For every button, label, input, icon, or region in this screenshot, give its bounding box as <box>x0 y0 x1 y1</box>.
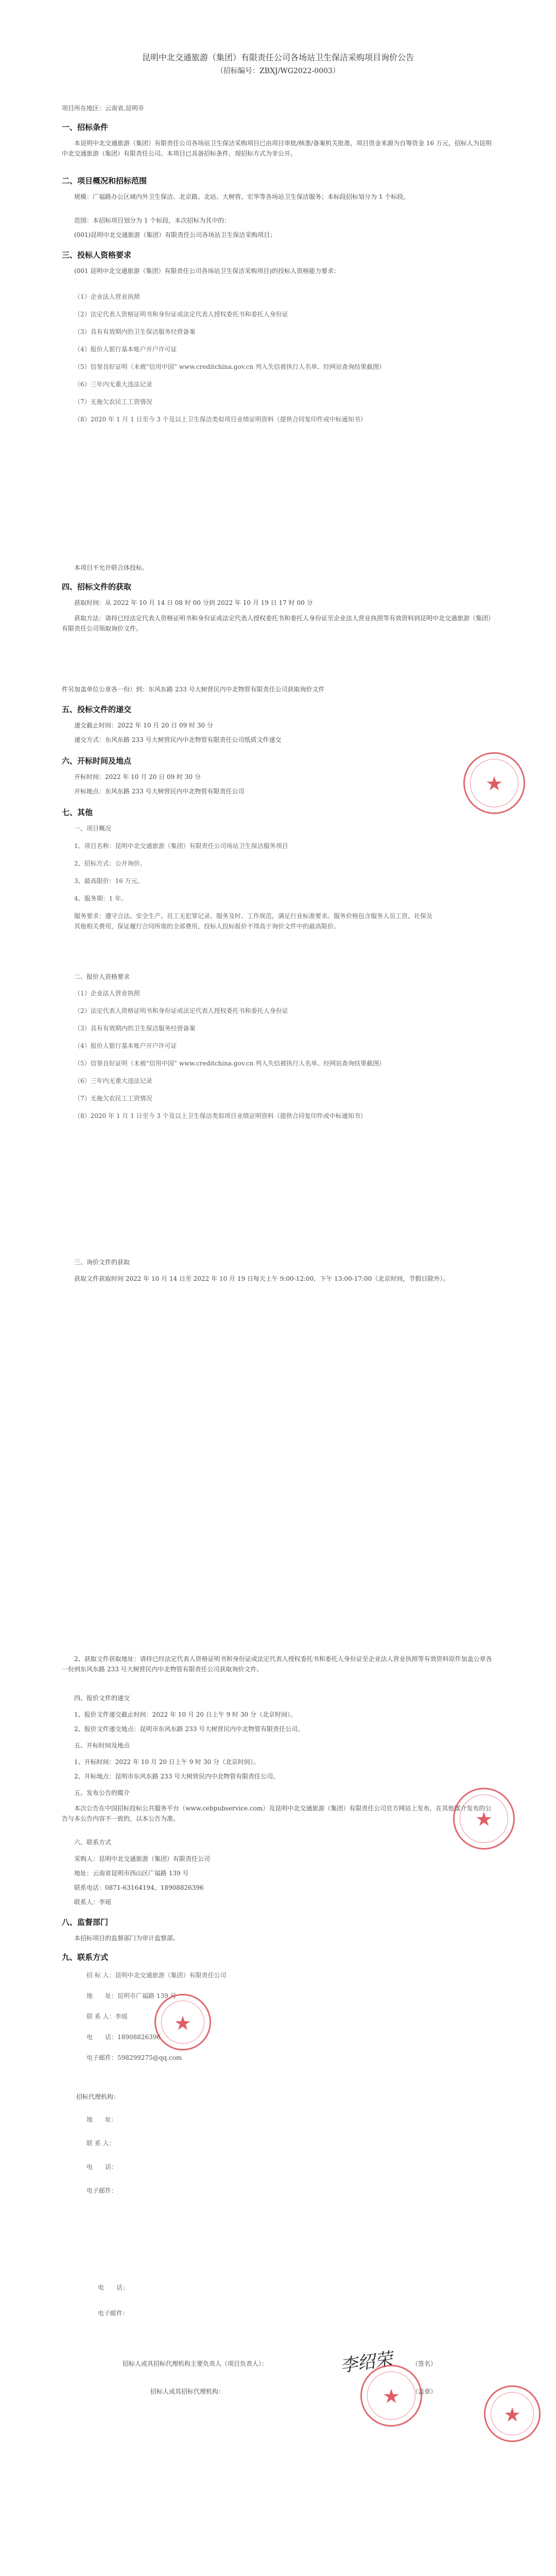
tender-number: （招标编号：ZBXJ/WG2022-0003） <box>216 67 340 75</box>
section-paragraph: 递交方式：东风东路 233 号大树营民内中北物管有限责任公司纸质文件递交 <box>74 736 282 743</box>
list-item: （1）企业法人营业执照 <box>74 293 140 300</box>
seal-star-icon: ★ <box>485 772 503 795</box>
section-paragraph: (001)昆明中北交通旅游（集团）有限责任公司各场站卫生保洁采购项目； <box>74 231 276 239</box>
signature-suffix: （签名） <box>412 2360 437 2367</box>
list-item: （3）具有有效期内的卫生保洁服务经营备案 <box>74 1025 196 1032</box>
official-seal <box>463 752 525 814</box>
section-paragraph: 本次公告在中国招标投标公共服务平台（www.cebpubservice.com）及昆明中北交通旅游（集团）有限责任公司官方网站上发布，在其他媒介发布的公告与本公告内容不一致的，以本公告为准。 <box>62 1805 492 1822</box>
section-paragraph: 2、报价文件递交地点：昆明市东风东路 233 号大树营民内中北物管有限责任公司。 <box>74 1725 304 1733</box>
section-paragraph: 三、询价文件的获取 <box>74 1259 130 1266</box>
section-paragraph: 2、获取文件获取地址：请持已经法定代表人资格证明书和身份证或法定代表人授权委托书和委托人身份证至企业法人营业执照等有效资料原件加盖公章各一份到东风东路 233 号大树营民内中北物管有限责任公司获取询价文件。 <box>62 1655 492 1673</box>
list-item: 招 标 人：昆明中北交通旅游（集团）有限责任公司 <box>86 1972 227 1979</box>
section-heading: 二、项目概况和招标范围 <box>62 176 147 185</box>
list-item: 电子邮件： <box>98 2310 129 2317</box>
section-paragraph: 范围：本招标项目划分为 1 个标段，本次招标为其中的： <box>74 217 231 224</box>
list-item: 地 址：昆明市广福路 139 号 <box>86 1992 177 1999</box>
section-paragraph: 六、联系方式 <box>74 1839 112 1846</box>
list-item: 1、项目名称：昆明中北交通旅游（集团）有限责任公司场站卫生保洁服务项目 <box>74 842 288 850</box>
qualification-list <box>74 988 494 1128</box>
seal-suffix: （盖章） <box>412 2388 437 2395</box>
section-paragraph: 本招标项目的监督部门为审计监察部。 <box>74 1935 180 1942</box>
section-heading: 七、其他 <box>62 808 93 817</box>
list-item: 电子邮件：598299275@qq.com <box>86 2054 182 2061</box>
document-page-1 <box>0 0 556 670</box>
section-paragraph: 联系电话：0871-63164194、18908826396 <box>74 1884 204 1891</box>
section-paragraph: 开标地点：东风东路 233 号大树营民内中北物管有限责任公司 <box>74 788 245 795</box>
section-paragraph: 采购人：昆明中北交通旅游（集团）有限责任公司 <box>74 1855 211 1862</box>
list-item: 2、招标方式：公开询价。 <box>74 860 146 867</box>
list-item: 联 系 人： <box>86 2140 115 2147</box>
section-paragraph: 获取文件获取时间 2022 年 10 月 14 日至 2022 年 10 月 19 日每天上午 9:00-12:00，下午 13:00-17:00（北京时间，节假日除外）。 <box>74 1275 449 1282</box>
section-heading: 五、投标文件的递交 <box>62 705 132 714</box>
list-item: 电 话：18908826396 <box>86 2033 161 2041</box>
section-paragraph: 本项目不允许联合体投标。 <box>74 564 149 571</box>
section-paragraph: 获取方法：请持已经法定代表人资格证明书和身份证或法定代表人授权委托书和委托人身份证至企业法人营业执照等有效资料到昆明中北交通旅游（集团）有限责任公司领取询价文件。 <box>62 615 495 632</box>
section-paragraph: 五、发布公告的媒介 <box>74 1789 130 1797</box>
agent-label: 招标代理机构： <box>76 2093 120 2100</box>
section-paragraph: 件另加盖单位公章各一份）到：东风东路 233 号大树营民内中北物管有限责任公司获取询价文件 <box>62 686 325 693</box>
section-heading: 八、监督部门 <box>62 1918 109 1927</box>
notice-title: 昆明中北交通旅游（集团）有限责任公司各场站卫生保洁采购项目询价公告 <box>142 53 414 62</box>
list-item: （2）法定代表人资格证明书和身份证或法定代表人授权委托书和委托人身份证 <box>74 311 288 318</box>
section-heading: 九、联系方式 <box>62 1953 109 1962</box>
agent-field-list <box>86 2114 117 2209</box>
list-item: 电子邮件： <box>86 2187 118 2194</box>
section-paragraph: (001 昆明中北交通旅游（集团）有限责任公司各场站卫生保洁采购项目)的投标人资格能力要求： <box>74 267 340 275</box>
list-item: （7）无拖欠农民工工资情况 <box>74 1095 152 1102</box>
section-paragraph: 1、开标时间：2022 年 10 月 20 日上午 9 时 30 分（北京时间）。 <box>74 1758 259 1766</box>
list-item: 3、最高限价：16 万元。 <box>74 877 144 885</box>
list-item: （1）企业法人营业执照 <box>74 990 140 997</box>
section-paragraph: 开标时间：2022 年 10 月 20 日 09 时 30 分 <box>74 773 201 781</box>
list-item: 联 系 人：李瑶 <box>86 2013 128 2020</box>
project-location: 项目所在地区：云南省,昆明市 <box>62 105 144 112</box>
list-item: （6）三年内无重大违法记录 <box>74 381 152 388</box>
list-item: 服务要求：遵守合法、安全生产、员工无犯罪记录、服务及时、工作规范，满足行业标准要求。服务价格包含服务人员工资、社保及其他相关费用，保证履行合同所需的全部费用，投标人投标报价不得高于询价文件中的最高限价。 <box>74 912 433 930</box>
section-paragraph: 地址：云南省昆明市西山区广福路 139 号 <box>74 1870 189 1877</box>
section-paragraph: 本昆明中北交通旅游（集团）有限责任公司各场站卫生保洁采购项目已由项目审批/核准/备案机关批准，项目资金来源为自筹资金 16 万元，招标人为昆明中北交通旅游（集团）有限责任公司。本项目已具备招标条件，现招标方式为非公开。 <box>62 140 492 157</box>
official-seal <box>484 2385 541 2442</box>
list-item: （5）信誉良好证明（未被“信用中国” www.creditchina.gov.cn 列入失信被执行人名单、经网站查询结果截图） <box>74 363 386 370</box>
list-item: （6）三年内无重大违法记录 <box>74 1077 152 1084</box>
tail-field-list <box>98 2282 129 2326</box>
official-seal <box>360 2365 422 2427</box>
signature-line: 招标人或其招标代理机构主要负责人（项目负责人）： <box>123 2360 268 2367</box>
seal-star-icon: ★ <box>503 2403 522 2426</box>
list-item: （3）具有有效期内的卫生保洁服务经营备案 <box>74 328 196 335</box>
section-heading: 六、开标时间及地点 <box>62 756 132 766</box>
section-paragraph: 2、开标地点：昆明市东风东路 233 号大树营民内中北物管有限责任公司。 <box>74 1773 280 1780</box>
section-paragraph: 五、开标时间及地点 <box>74 1742 130 1749</box>
document-page-3 <box>0 1546 556 2576</box>
seal-star-icon: ★ <box>475 1808 493 1831</box>
list-item: （7）无拖欠农民工工资情况 <box>74 398 152 405</box>
list-item: （4）报价人银行基本账户开户许可证 <box>74 346 177 353</box>
seal-line: 招标人或其招标代理机构： <box>150 2388 225 2395</box>
section-heading: 四、招标文件的获取 <box>62 582 132 591</box>
section-heading: 一、招标条件 <box>62 123 109 132</box>
list-item: 地 址： <box>86 2116 118 2123</box>
handwritten-signature: 李绍荣 <box>339 2349 394 2377</box>
section-paragraph: 获取时间：从 2022 年 10 月 14 日 08 时 00 分到 2022 年 10 月 19 日 17 时 00 分 <box>74 599 313 606</box>
section-paragraph: 1、报价文件递交截止时间：2022 年 10 月 20 日上午 9 时 30 分（北京时间）。 <box>74 1711 297 1718</box>
section-heading: 三、投标人资格要求 <box>62 250 132 260</box>
list-item: （4）报价人银行基本账户开户许可证 <box>74 1042 177 1049</box>
list-item: 一、项目概况 <box>74 825 112 832</box>
section-paragraph: 联系人：李瑶 <box>74 1899 112 1906</box>
list-item: 4、服务期：1 年。 <box>74 895 128 902</box>
official-seal <box>154 1994 211 2050</box>
section-paragraph: 规模：广福路办公区域内外卫生保洁、北京路、北站、大树营、宏华等各场站卫生保洁服务；本标段招标划分为 1 个标段。 <box>74 193 410 200</box>
list-item: （8）2020 年 1 月 1 日至今 3 个及以上卫生保洁类似项目业绩证明资料（提供合同复印件或中标通知书） <box>74 1112 367 1120</box>
section-paragraph: 二、报价人资格要求 <box>74 973 130 980</box>
document-page-2 <box>0 670 556 1546</box>
list-item: （5）信誉良好证明（未被“信用中国” www.creditchina.gov.cn 列入失信被执行人名单、经网站查询结果截图） <box>74 1060 386 1067</box>
list-item: 电 话： <box>86 2163 118 2171</box>
list-item: （2）法定代表人资格证明书和身份证或法定代表人授权委托书和委托人身份证 <box>74 1007 288 1014</box>
list-item: 电 话： <box>98 2284 129 2291</box>
seal-star-icon: ★ <box>173 2012 192 2035</box>
section-paragraph: 四、报价文件的递交 <box>74 1694 130 1702</box>
section-paragraph: 递交截止时间：2022 年 10 月 20 日 09 时 30 分 <box>74 722 213 729</box>
seal-star-icon: ★ <box>382 2385 401 2408</box>
project-overview-list <box>74 823 435 939</box>
qualification-list <box>74 292 494 432</box>
official-seal <box>453 1788 515 1850</box>
list-item: （8）2020 年 1 月 1 日至今 3 个及以上卫生保洁类似项目业绩证明资料（提供合同复印件或中标通知书） <box>74 416 367 423</box>
